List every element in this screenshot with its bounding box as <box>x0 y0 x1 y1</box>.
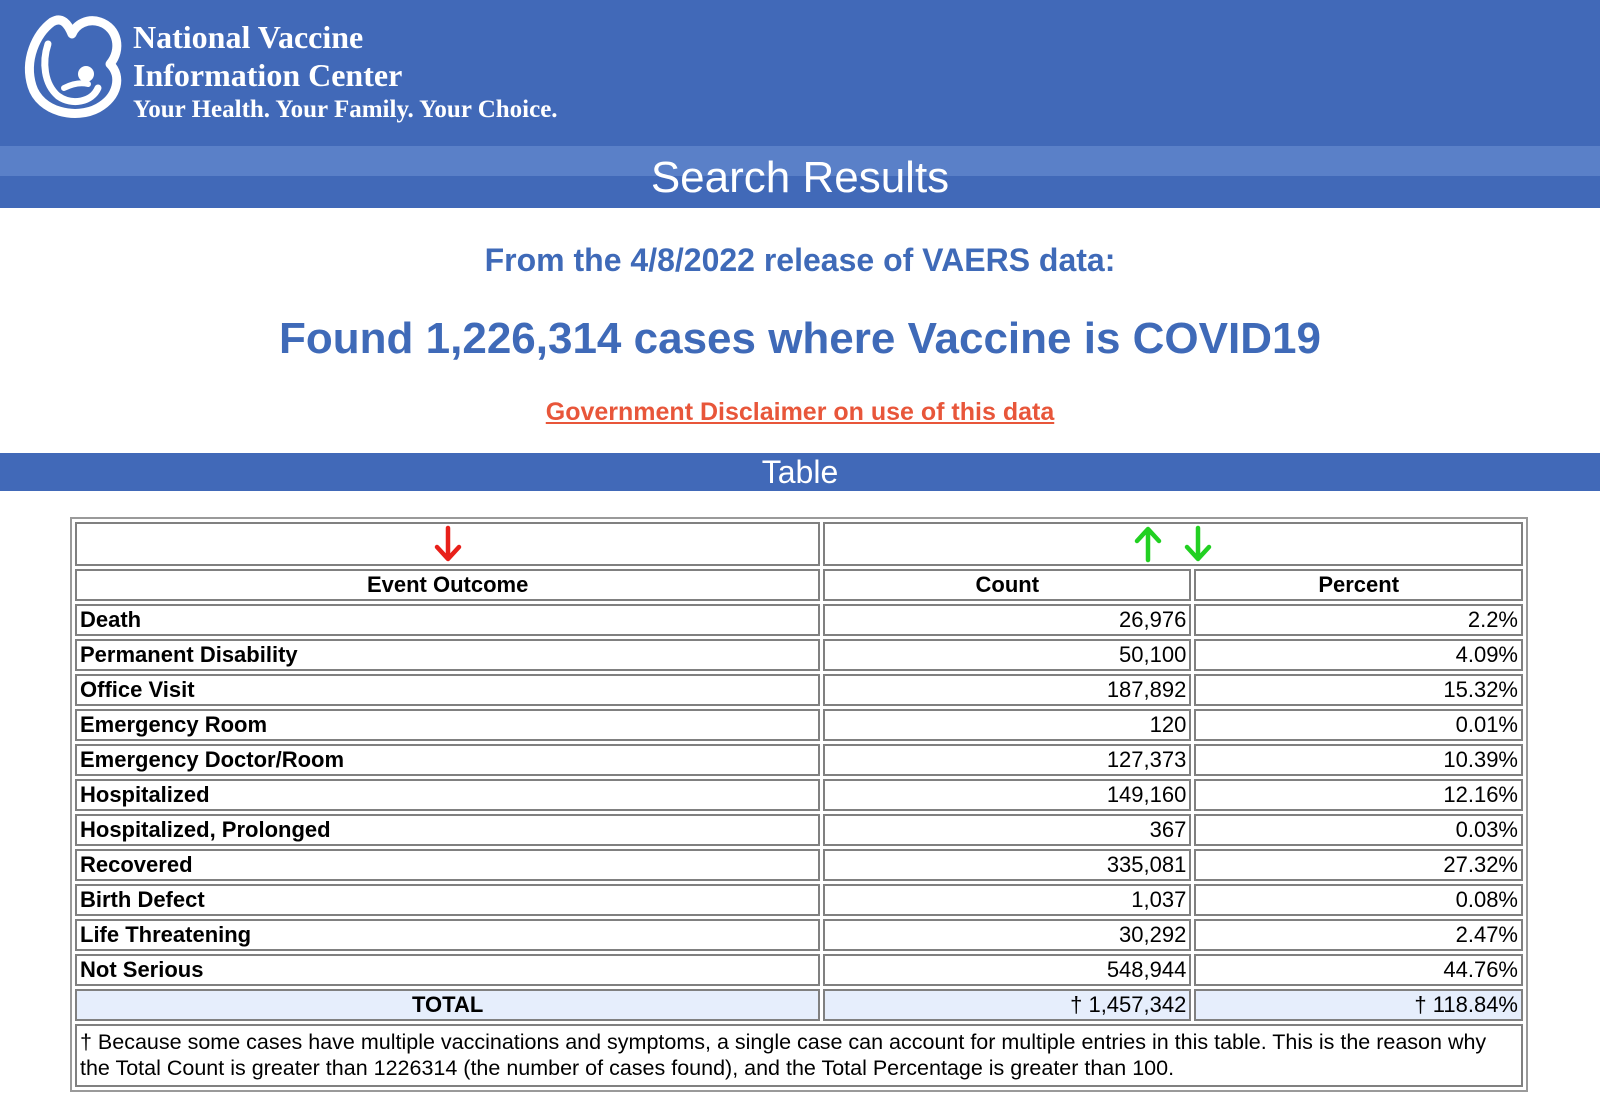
event-outcome-cell: Recovered <box>75 849 820 881</box>
table-body <box>75 604 1523 986</box>
percent-cell: 12.16% <box>1194 779 1523 811</box>
percent-cell: 27.32% <box>1194 849 1523 881</box>
sort-down-icon[interactable] <box>1184 525 1212 563</box>
percent-cell: 0.03% <box>1194 814 1523 846</box>
count-cell: 187,892 <box>823 674 1191 706</box>
table-footnote: † Because some cases have multiple vaccinations and symptoms, a single case can account for multiple entries in this table. This is the reason why the Total Count is greater than 1226314 (the number of cases found), and the Total Percentage is greater than 100. <box>75 1024 1523 1087</box>
release-subtitle: From the 4/8/2022 release of VAERS data: <box>484 242 1116 278</box>
event-outcome-cell: Emergency Doctor/Room <box>75 744 820 776</box>
table-row <box>75 639 1523 671</box>
percent-cell: 0.01% <box>1194 709 1523 741</box>
tagline: Your Health. Your Family. Your Choice. <box>133 96 558 123</box>
event-outcome-header: Event Outcome <box>75 569 820 601</box>
percent-cell: 44.76% <box>1194 954 1523 986</box>
table-section-header: Table <box>0 453 1600 491</box>
disclaimer-container <box>0 396 1600 428</box>
count-cell: 127,373 <box>823 744 1191 776</box>
percent-cell: 4.09% <box>1194 639 1523 671</box>
count-cell: 335,081 <box>823 849 1191 881</box>
total-count: † 1,457,342 <box>823 989 1191 1021</box>
table-row <box>75 604 1523 636</box>
sort-up-icon[interactable] <box>1134 525 1162 563</box>
count-cell: 50,100 <box>823 639 1191 671</box>
table-row <box>75 709 1523 741</box>
event-outcome-cell: Emergency Room <box>75 709 820 741</box>
percent-cell: 2.47% <box>1194 919 1523 951</box>
table-header-row <box>75 569 1523 601</box>
event-outcome-cell: Office Visit <box>75 674 820 706</box>
count-cell: 120 <box>823 709 1191 741</box>
event-outcome-cell: Not Serious <box>75 954 820 986</box>
organization-name <box>133 18 402 94</box>
organization-name-line1: National Vaccine <box>133 19 364 55</box>
percent-cell: 2.2% <box>1194 604 1523 636</box>
page-title: Search Results <box>650 153 950 202</box>
table-row <box>75 744 1523 776</box>
count-header: Count <box>823 569 1191 601</box>
percent-header: Percent <box>1194 569 1523 601</box>
footnote-row <box>75 1024 1523 1087</box>
count-cell: 1,037 <box>823 884 1191 916</box>
outcome-sort-cell <box>75 522 820 566</box>
table-row <box>75 779 1523 811</box>
site-header <box>0 0 1600 146</box>
percent-cell: 0.08% <box>1194 884 1523 916</box>
table-row <box>75 674 1523 706</box>
total-row <box>75 989 1523 1021</box>
nvic-logo-icon[interactable] <box>18 4 124 122</box>
table-row <box>75 849 1523 881</box>
government-disclaimer-link[interactable]: Government Disclaimer on use of this data <box>545 398 1055 426</box>
table-row <box>75 954 1523 986</box>
sort-controls-row <box>75 522 1523 566</box>
table-row <box>75 814 1523 846</box>
count-cell: 30,292 <box>823 919 1191 951</box>
sort-down-active-icon[interactable] <box>434 525 462 563</box>
event-outcome-cell: Death <box>75 604 820 636</box>
table-row <box>75 884 1523 916</box>
search-results-banner <box>0 146 1600 208</box>
event-outcome-cell: Life Threatening <box>75 919 820 951</box>
event-outcome-cell: Permanent Disability <box>75 639 820 671</box>
event-outcome-cell: Hospitalized, Prolonged <box>75 814 820 846</box>
count-sort-cell <box>823 522 1523 566</box>
organization-name-line2: Information Center <box>133 57 403 93</box>
total-percent: † 118.84% <box>1194 989 1523 1021</box>
percent-cell: 15.32% <box>1194 674 1523 706</box>
table-row <box>75 919 1523 951</box>
results-table <box>70 517 1528 1092</box>
count-cell: 548,944 <box>823 954 1191 986</box>
found-cases-heading: Found 1,226,314 cases where Vaccine is COVID19 <box>279 314 1321 363</box>
count-cell: 149,160 <box>823 779 1191 811</box>
count-cell: 367 <box>823 814 1191 846</box>
count-cell: 26,976 <box>823 604 1191 636</box>
total-label: TOTAL <box>75 989 820 1021</box>
event-outcome-cell: Hospitalized <box>75 779 820 811</box>
event-outcome-cell: Birth Defect <box>75 884 820 916</box>
percent-cell: 10.39% <box>1194 744 1523 776</box>
